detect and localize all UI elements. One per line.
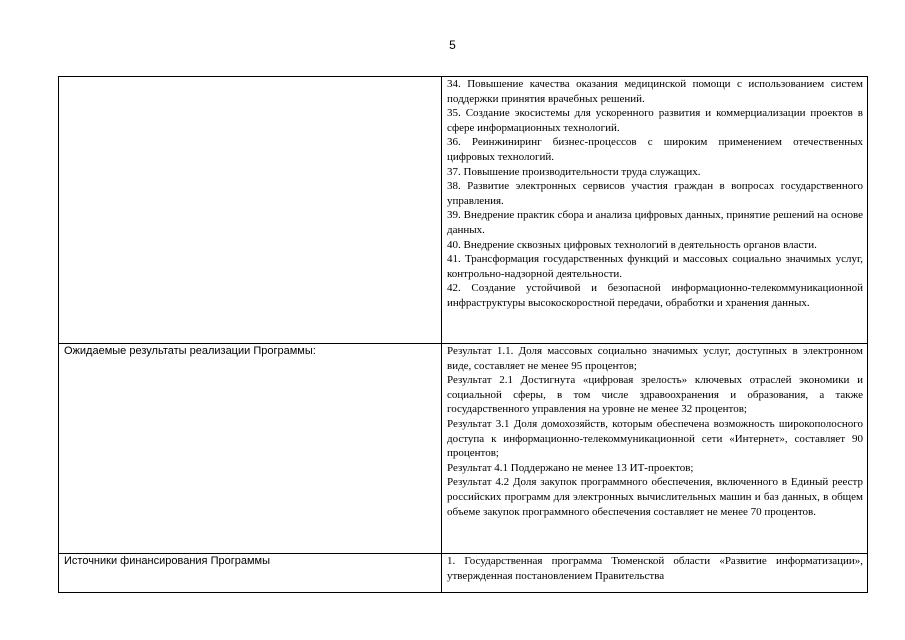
result-item: Результат 3.1 Доля домохозяйств, которым обеспечена возможность широкополосного доступа к информационно-телекоммуникационной сети «Интернет», составляет 90 процентов; <box>447 417 863 460</box>
list-item: 37. Повышение производительности труда служащих. <box>447 165 701 178</box>
row-label <box>59 77 442 344</box>
list-item: 36. Реинжиниринг бизнес-процессов с широким применением отечественных цифровых технологий. <box>447 136 863 163</box>
table-row <box>59 77 868 344</box>
list-item: 41. Трансформация государственных функций и массовых социально значимых услуг, контрольно-надзорной деятельности. <box>447 253 863 280</box>
row-content <box>442 554 868 593</box>
row-label: Ожидаемые результаты реализации Программы: <box>59 344 442 554</box>
row-label: Источники финансирования Программы <box>59 554 442 593</box>
result-item: Результат 1.1. Доля массовых социально значимых услуг, доступных в электронном виде, составляет не менее 95 процентов; <box>447 345 863 372</box>
row-content <box>442 344 868 554</box>
page-number: 5 <box>449 38 456 52</box>
list-item: 35. Создание экосистемы для ускоренного развития и коммерциализации проектов в сфере информационных технологий. <box>447 107 863 134</box>
program-table <box>58 76 868 593</box>
row-content <box>442 77 868 344</box>
table-row <box>59 554 868 593</box>
funding-item: 1. Государственная программа Тюменской области «Развитие информатизации», утвержденная постановлением Правительства <box>447 555 863 582</box>
result-item: Результат 4.2 Доля закупок программного обеспечения, включенного в Единый реестр российских программ для электронных вычислительных машин и баз данных, в общем объеме закупок программного обеспечения составляет не менее 70 процентов. <box>447 476 863 518</box>
list-item: 39. Внедрение практик сбора и анализа цифровых данных, принятие решений на основе данных. <box>447 209 863 236</box>
list-item: 38. Развитие электронных сервисов участия граждан в вопросах государственного управления. <box>447 180 863 207</box>
result-item: Результат 2.1 Достигнута «цифровая зрелость» ключевых отраслей экономики и социальной сферы, в том числе здравоохранения и образования, а также государственного управления на уровне не менее 32 процентов; <box>447 374 863 416</box>
list-item: 40. Внедрение сквозных цифровых технологий в деятельность органов власти. <box>447 238 817 251</box>
list-item: 34. Повышение качества оказания медицинской помощи с использованием систем поддержки принятия врачебных решений. <box>447 78 863 105</box>
table-row <box>59 344 868 554</box>
result-item: Результат 4.1 Поддержано не менее 13 ИТ-проектов; <box>447 461 694 474</box>
list-item: 42. Создание устойчивой и безопасной информационно-телекоммуникационной инфраструктуры высокоскоростной передачи, обработки и хранения данных. <box>447 282 863 309</box>
